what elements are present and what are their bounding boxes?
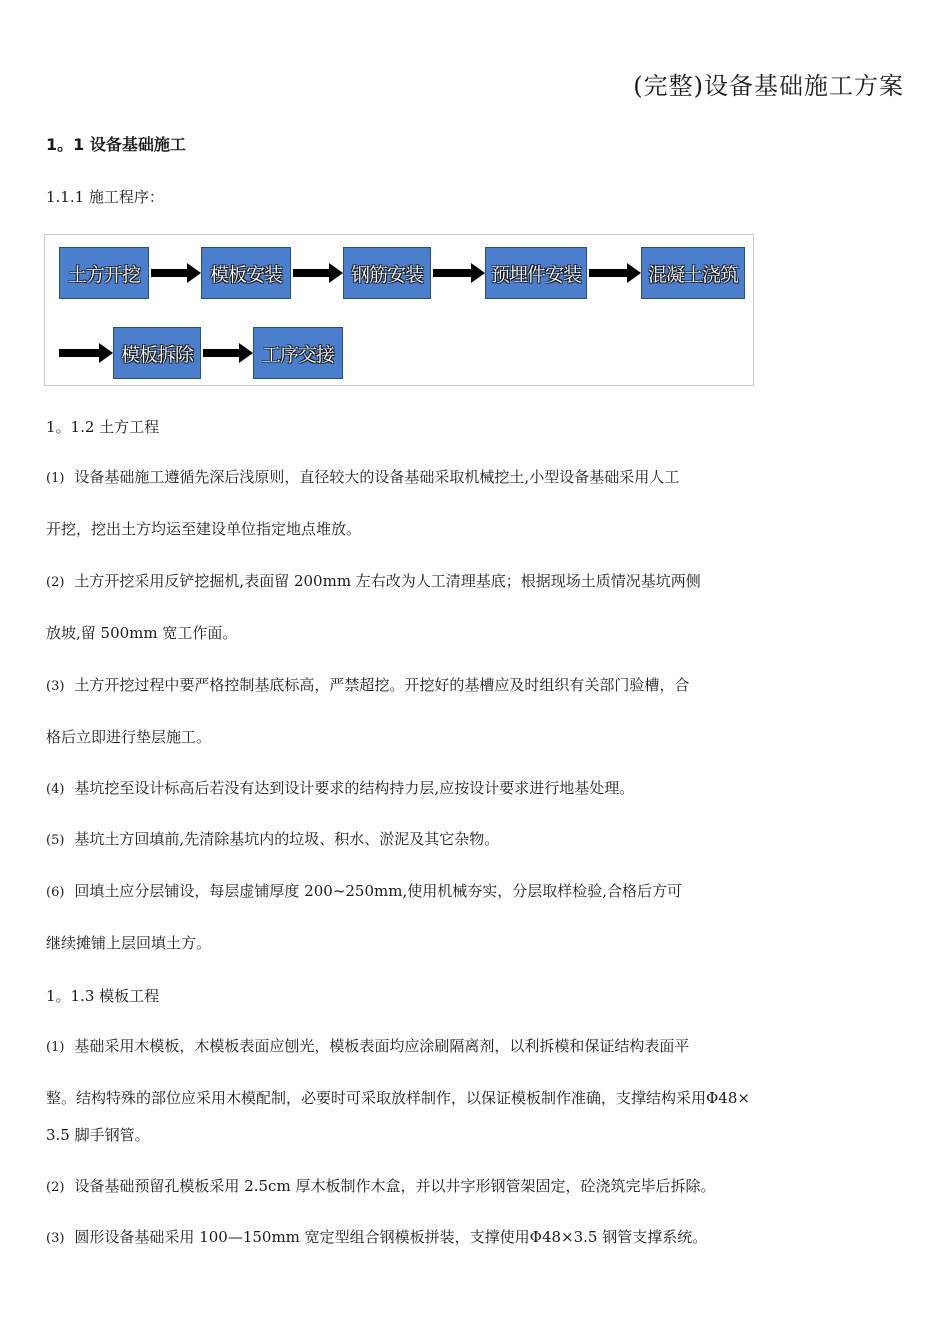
item-number: (1) bbox=[46, 1040, 65, 1055]
flow-arrow-icon bbox=[589, 266, 641, 280]
subheading-earthwork: 1。1.2 土方工程 bbox=[46, 418, 160, 436]
item-number: (4) bbox=[46, 782, 65, 797]
formwork-item-1-cont2: 3.5 脚手钢管。 bbox=[46, 1126, 150, 1144]
flow-arrow-icon bbox=[293, 266, 343, 280]
subheading-construction-procedure: 1.1.1 施工程序： bbox=[46, 188, 164, 206]
formwork-item-1: (1) 基础采用木模板，木模板表面应刨光，模板表面均应涂刷隔离剂，以利拆模和保证结构表面平 bbox=[46, 1037, 690, 1055]
earthwork-item-5: (5) 基坑土方回填前,先清除基坑内的垃圾、积水、淤泥及其它杂物。 bbox=[46, 830, 500, 848]
flow-step-embedded-parts: 预埋件安装 bbox=[485, 247, 587, 299]
item-number: (2) bbox=[46, 575, 65, 590]
earthwork-item-2-cont: 放坡,留 500mm 宽工作面。 bbox=[46, 624, 238, 642]
flow-arrow-icon bbox=[59, 346, 113, 360]
flow-arrow-icon bbox=[433, 266, 485, 280]
item-number: (5) bbox=[46, 833, 65, 848]
procedure-flowchart bbox=[44, 234, 754, 386]
flow-step-rebar-install: 钢筋安装 bbox=[343, 247, 431, 299]
item-number: (6) bbox=[46, 885, 65, 900]
item-number: (3) bbox=[46, 1231, 65, 1246]
flow-step-excavation: 土方开挖 bbox=[59, 247, 149, 299]
formwork-item-3: (3) 圆形设备基础采用 100—150mm 宽定型组合钢模板拼装，支撑使用Φ48×3.5 钢管支撑系统。 bbox=[46, 1228, 708, 1246]
item-number: (2) bbox=[46, 1180, 65, 1195]
flow-step-concrete-pouring: 混凝土浇筑 bbox=[641, 247, 745, 299]
flow-arrow-icon bbox=[151, 266, 201, 280]
formwork-item-2: (2) 设备基础预留孔模板采用 2.5cm 厚木板制作木盒，并以井字形钢管架固定，砼浇筑完毕后拆除。 bbox=[46, 1177, 716, 1195]
earthwork-item-6: (6) 回填土应分层铺设，每层虚铺厚度 200~250mm,使用机械夯实，分层取样检验,合格后方可 bbox=[46, 882, 683, 900]
earthwork-item-2: (2) 土方开挖采用反铲挖掘机,表面留 200mm 左右改为人工清理基底；根据现场土质情况基坑两侧 bbox=[46, 572, 701, 590]
item-number: (3) bbox=[46, 679, 65, 694]
earthwork-item-3: (3) 土方开挖过程中要严格控制基底标高，严禁超挖。开挖好的基槽应及时组织有关部门验槽，合 bbox=[46, 676, 690, 694]
document-title: (完整)设备基础施工方案 bbox=[633, 72, 904, 100]
earthwork-item-1: (1) 设备基础施工遵循先深后浅原则，直径较大的设备基础采取机械挖土,小型设备基础采用人工 bbox=[46, 468, 680, 486]
earthwork-item-3-cont: 格后立即进行垫层施工。 bbox=[46, 728, 212, 746]
flow-step-formwork-removal: 模板拆除 bbox=[113, 327, 201, 379]
flow-arrow-icon bbox=[203, 346, 253, 360]
flow-step-handover: 工序交接 bbox=[253, 327, 343, 379]
earthwork-item-4: (4) 基坑挖至设计标高后若没有达到设计要求的结构持力层,应按设计要求进行地基处理。 bbox=[46, 779, 635, 797]
earthwork-item-1-cont: 开挖，挖出土方均运至建设单位指定地点堆放。 bbox=[46, 520, 362, 538]
earthwork-item-6-cont: 继续摊铺上层回填土方。 bbox=[46, 934, 212, 952]
item-number: (1) bbox=[46, 471, 65, 486]
formwork-item-1-cont: 整。结构特殊的部位应采用木模配制，必要时可采取放样制作，以保证模板制作准确，支撑结构采用Φ48× bbox=[46, 1089, 750, 1107]
flow-step-formwork-install: 模板安装 bbox=[201, 247, 291, 299]
subheading-formwork: 1。1.3 模板工程 bbox=[46, 987, 160, 1005]
section-heading: 1。1 设备基础施工 bbox=[46, 135, 186, 154]
